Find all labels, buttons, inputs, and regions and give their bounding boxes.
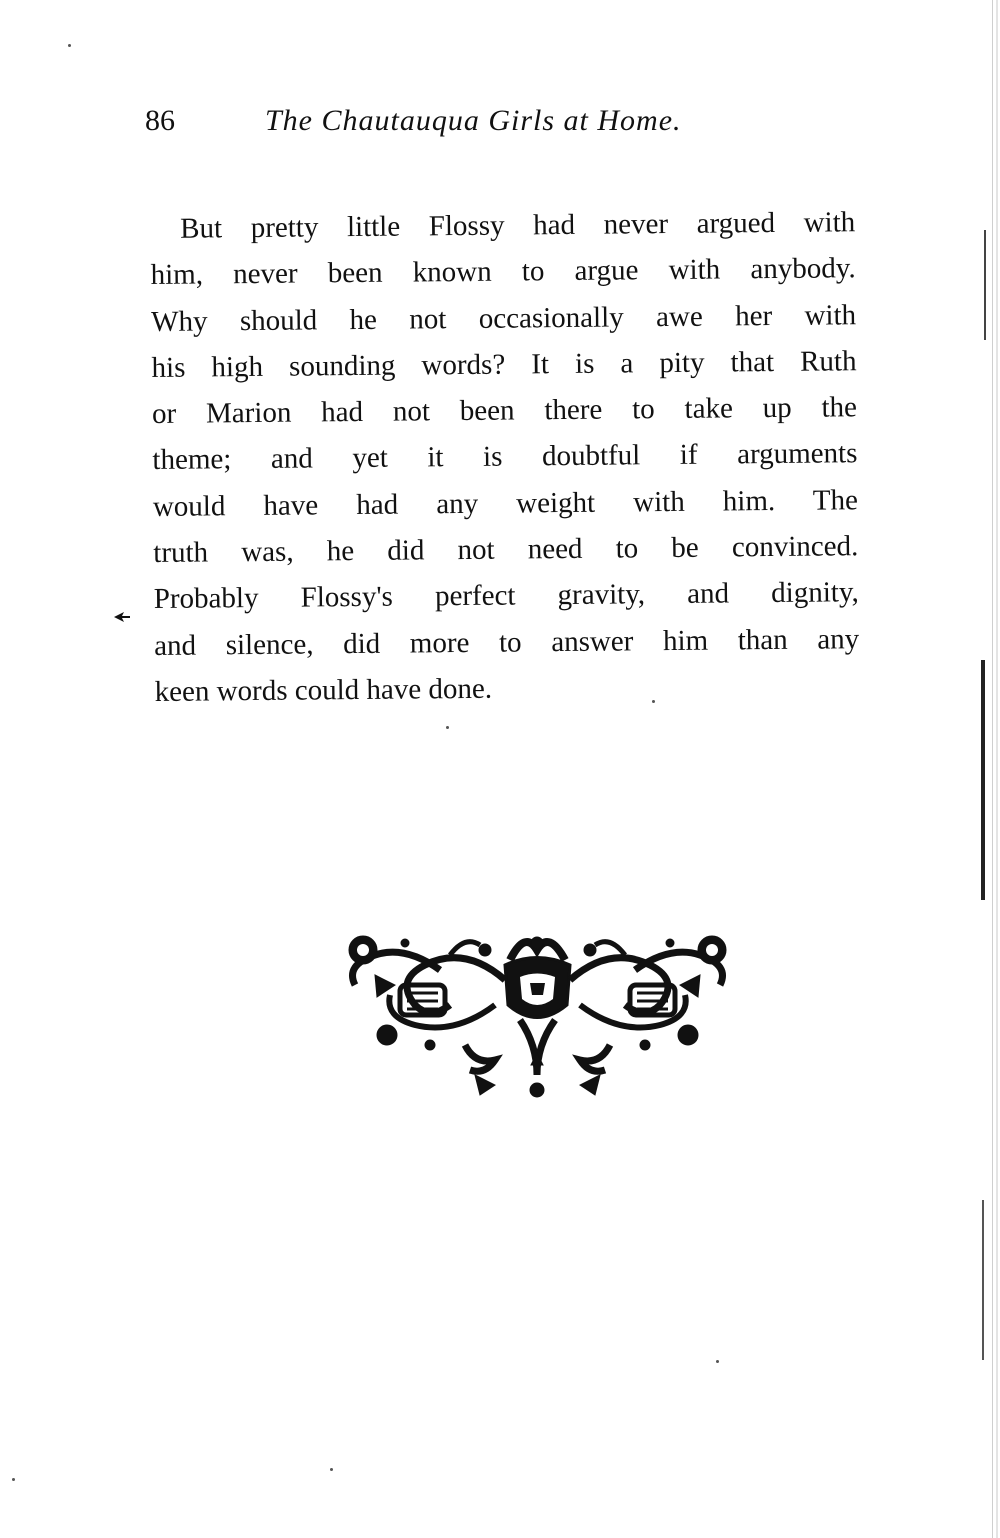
text-line: would have had any weight with him. The (152, 484, 859, 523)
running-head (145, 104, 845, 144)
page-edge-shadow (978, 0, 1000, 1538)
text-line: and silence, did more to answer him than any (154, 622, 860, 662)
text-line: his high sounding words? It is a pity that Ruth (151, 345, 857, 384)
paper-speck (12, 1478, 15, 1481)
text-line: keen words could have done. (154, 672, 493, 708)
text-line: But pretty little Flossy had never argued with (180, 206, 856, 245)
running-title: The Chautauqua Girls at Home. (265, 104, 682, 137)
paper-speck (446, 726, 449, 729)
text-line: or Marion had not been there to take up the (151, 391, 858, 431)
body-paragraph (150, 199, 860, 715)
text-line: theme; and yet it is doubtful if arguments (152, 437, 858, 477)
text-line: Probably Flossy's perfect gravity, and dignity, (153, 576, 859, 616)
text-line: truth was, he did not need to be convinced. (153, 530, 859, 570)
paper-speck (330, 1468, 333, 1471)
margin-mark-icon (112, 610, 132, 624)
paper-speck (716, 1360, 719, 1363)
page-number: 86 (145, 104, 175, 137)
paper-speck (652, 700, 655, 703)
text-line: him, never been known to argue with anybody. (150, 252, 856, 292)
paper-speck (68, 44, 71, 47)
text-line: Why should he not occasionally awe her with (150, 298, 857, 338)
floral-tailpiece-icon (335, 925, 740, 1105)
